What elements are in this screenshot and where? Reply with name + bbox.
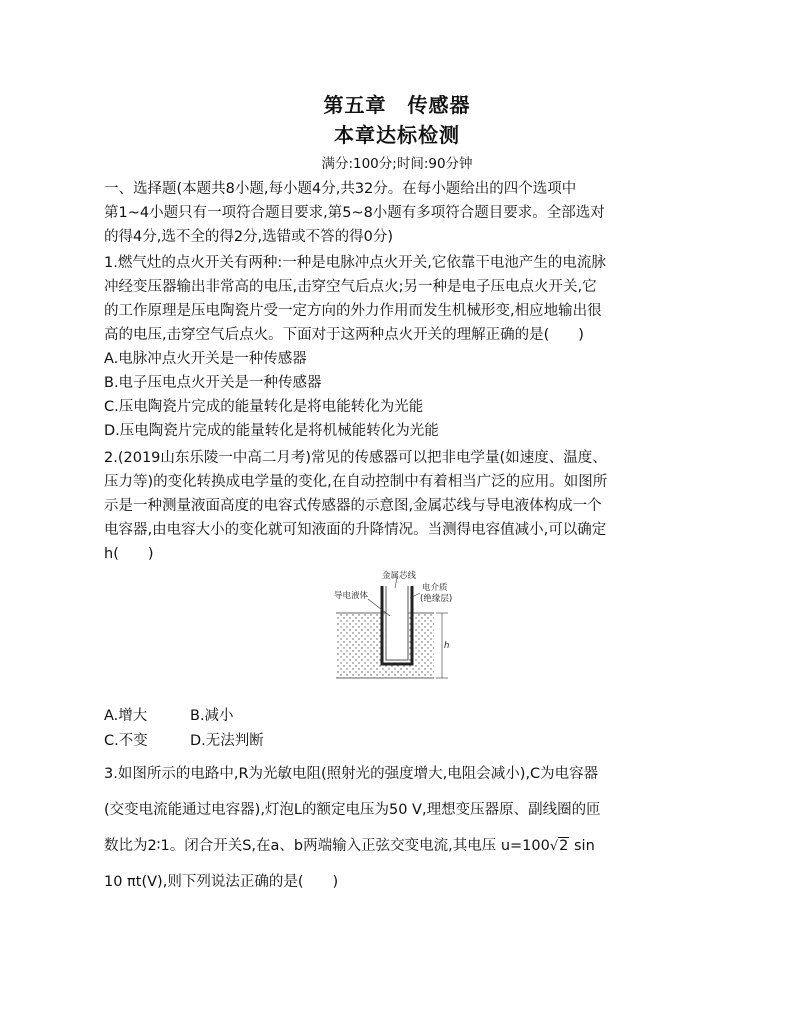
question-1-option-b: B.电子压电点火开关是一种传感器 xyxy=(104,375,322,391)
chapter-subtitle: 本章达标检测 xyxy=(334,123,460,147)
question-2-options-row-1 xyxy=(104,706,147,726)
question-1-option-a: A.电脉冲点火开关是一种传感器 xyxy=(104,351,307,367)
question-3-line: 3.如图所示的电路中,R为光敏电阻(照射光的强度增大,电阻会减小),C为电容器 xyxy=(104,766,599,782)
question-2-options-row-2 xyxy=(104,731,148,751)
sqrt-sign: √ xyxy=(549,839,559,854)
question-2-line: 2.(2019山东乐陵一中高二月考)常见的传感器可以把非电学量(如速度、温度、 xyxy=(104,450,607,466)
question-1-line: 1.燃气灶的点火开关有两种:一种是电脉冲点火开关,它依靠干电池产生的电流脉 xyxy=(104,255,606,271)
question-3-line: 10 πt(V),则下列说法正确的是( ) xyxy=(104,874,339,890)
question-2-line: 电容器,由电容大小的变化就可知液面的升降情况。当测得电容值减小,可以确定 xyxy=(104,522,607,538)
question-2-line: h( ) xyxy=(104,546,154,562)
score-time-line: 满分:100分;时间:90分钟 xyxy=(321,156,473,172)
conductive-liquid xyxy=(336,613,434,678)
figure-label-h: h xyxy=(444,641,450,651)
figure-label-liquid: 导电液体 xyxy=(334,591,369,601)
question-2-line: 压力等)的变化转换成电学量的变化,在自动控制中有着相当广泛的应用。如图所 xyxy=(104,474,608,490)
figure-label-dielectric: 电介质 xyxy=(422,583,448,593)
sqrt-value: 2 xyxy=(559,838,569,854)
question-2-option-a: A.增大 xyxy=(104,708,148,724)
question-3-line-formula xyxy=(104,836,595,857)
section-instruction-line: 的得4分,选不全的得2分,选错或不答的得0分) xyxy=(104,229,394,245)
chapter-title: 第五章 传感器 xyxy=(323,93,471,117)
question-3-formula-text: 数比为2∶1。闭合开关S,在a、b两端输入正弦交变电流,其电压 u=100 xyxy=(104,838,550,854)
question-2-option-c: C.不变 xyxy=(104,733,148,749)
capacitive-sensor-figure xyxy=(330,568,470,688)
question-1-line: 的工作原理是压电陶瓷片受一定方向的外力作用而发生机械形变,相应地输出很 xyxy=(104,303,602,319)
question-1-option-d: D.压电陶瓷片完成的能量转化是将机械能转化为光能 xyxy=(104,423,439,439)
question-3-line: (交变电流能通过电容器),灯泡L的额定电压为50 V,理想变压器原、副线圈的匝 xyxy=(104,802,601,818)
section-instruction-line: 一、选择题(本题共8小题,每小题4分,共32分。在每小题给出的四个选项中 xyxy=(104,181,577,197)
question-1-line: 冲经变压器输出非常高的电压,击穿空气后点火;另一种是电子压电点火开关,它 xyxy=(104,279,597,295)
question-2-option-b: B.减小 xyxy=(190,708,234,724)
question-1-line: 高的电压,击穿空气后点火。下面对于这两种点火开关的理解正确的是( ) xyxy=(104,327,584,343)
question-2-line: 示是一种测量液面高度的电容式传感器的示意图,金属芯线与导电液体构成一个 xyxy=(104,498,602,514)
tube-interior xyxy=(386,586,408,660)
question-1-option-c: C.压电陶瓷片完成的能量转化是将电能转化为光能 xyxy=(104,399,424,415)
section-instruction-line: 第1~4小题只有一项符合题目要求,第5~8小题有多项符合题目要求。全部选对 xyxy=(104,205,605,221)
question-3-formula-sin: sin xyxy=(569,838,595,854)
figure-label-core: 金属芯线 xyxy=(382,571,417,581)
figure-label-insulator: (绝缘层) xyxy=(420,594,453,604)
question-2-option-d: D.无法判断 xyxy=(190,733,264,749)
